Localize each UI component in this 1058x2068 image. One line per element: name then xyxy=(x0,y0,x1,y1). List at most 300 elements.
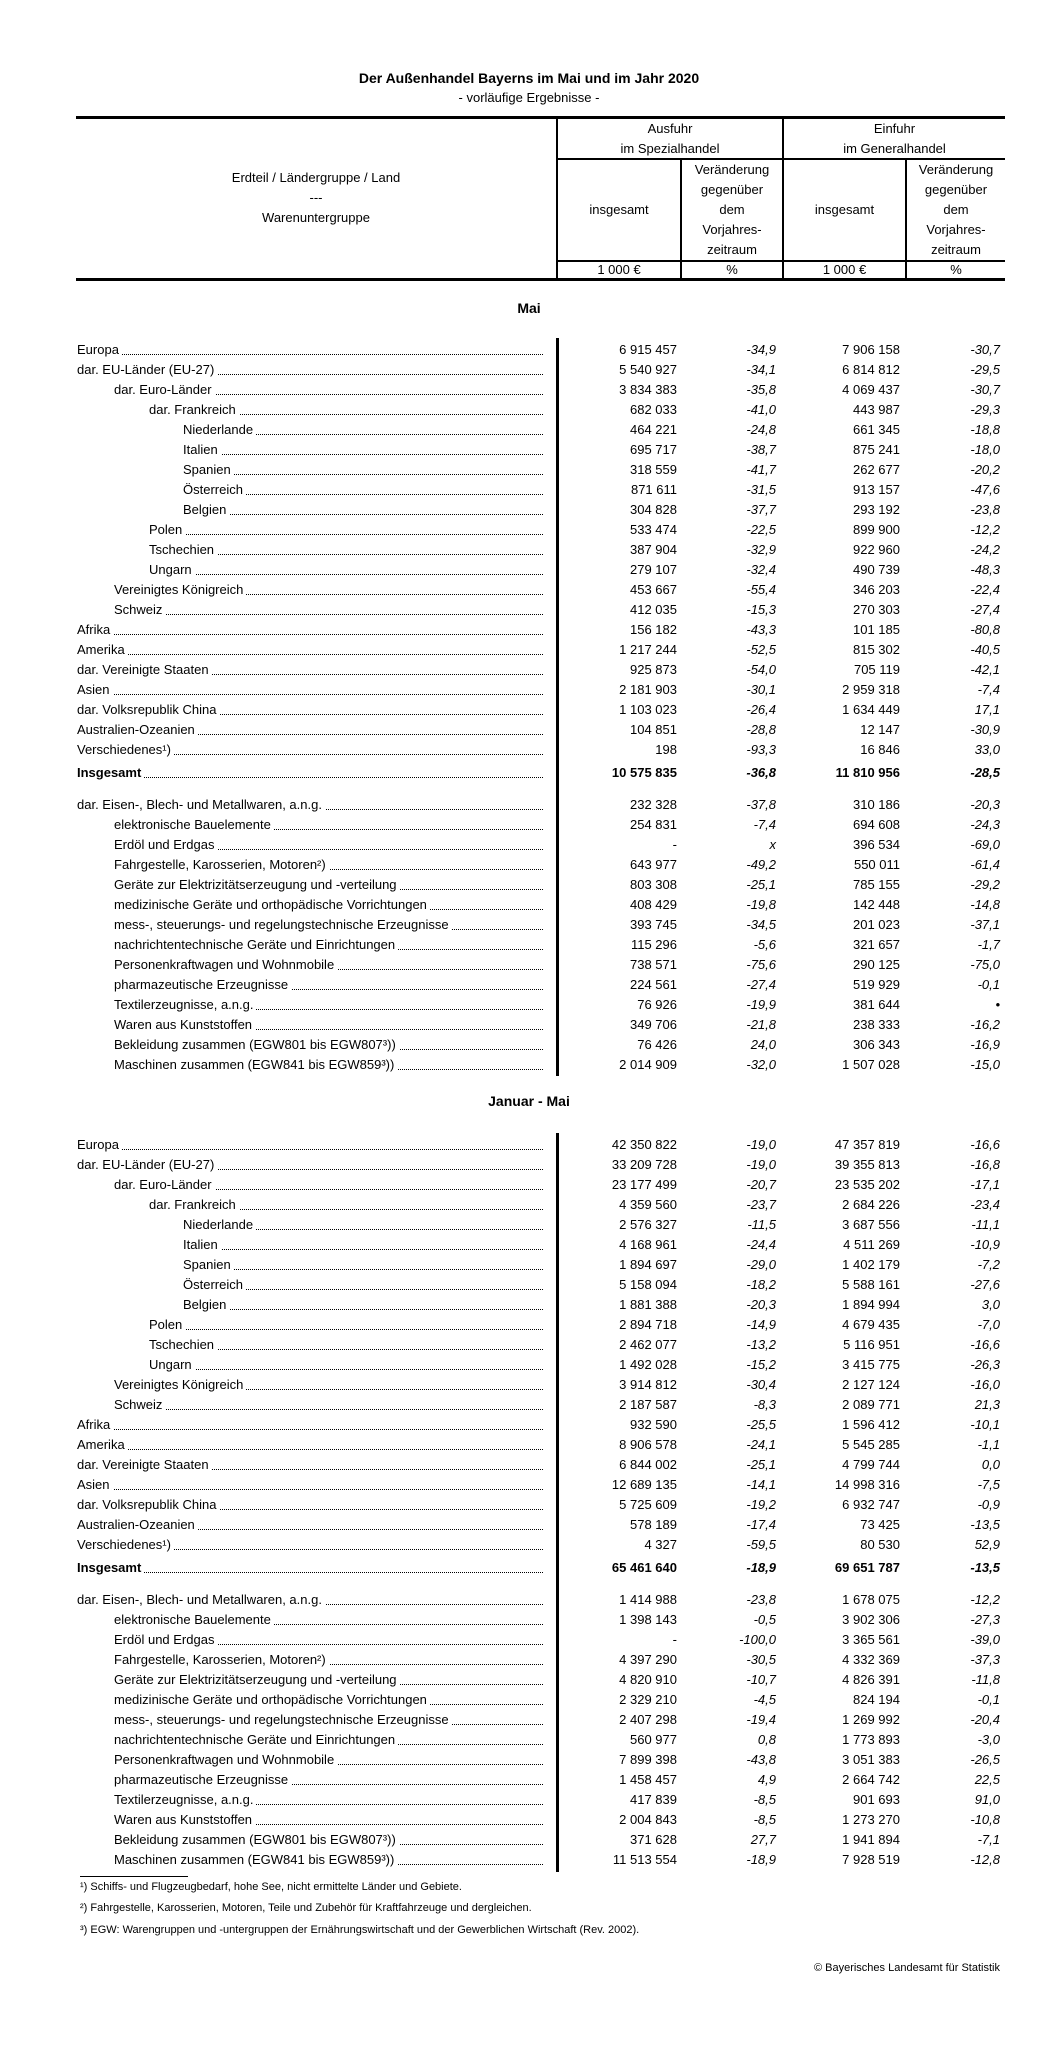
export-change-cell: -37,7 xyxy=(746,502,776,517)
row-label xyxy=(183,440,543,460)
import-total-cell: 1 894 994 xyxy=(842,1297,900,1312)
import-total-cell: 16 846 xyxy=(860,742,900,757)
export-change-cell: -34,1 xyxy=(746,362,776,377)
row-label xyxy=(114,600,543,620)
table-row xyxy=(0,1435,1058,1455)
export-total-cell: 232 328 xyxy=(630,797,677,812)
export-change-cell: 24,0 xyxy=(750,1037,776,1052)
row-label-text: Vereinigtes Königreich xyxy=(114,1377,246,1392)
import-change-cell: -26,3 xyxy=(970,1357,1000,1372)
row-label xyxy=(183,1215,543,1235)
table-row xyxy=(0,660,1058,680)
table-row xyxy=(0,1650,1058,1670)
export-change-cell: -8,3 xyxy=(753,1397,776,1412)
export-change-cell: -55,4 xyxy=(746,582,776,597)
export-total-cell: 738 571 xyxy=(630,957,677,972)
table-row xyxy=(0,915,1058,935)
dot-leader xyxy=(183,514,543,515)
export-change-cell: -36,8 xyxy=(746,765,776,780)
export-change-cell: -19,9 xyxy=(746,997,776,1012)
import-total-cell: 922 960 xyxy=(853,542,900,557)
table-row xyxy=(0,380,1058,400)
import-change-cell: -16,8 xyxy=(970,1157,1000,1172)
export-change-cell: -30,4 xyxy=(746,1377,776,1392)
import-total-cell: 306 343 xyxy=(853,1037,900,1052)
table-row xyxy=(0,895,1058,915)
row-label-text: Schweiz xyxy=(114,1397,165,1412)
export-total-cell: 5 725 609 xyxy=(619,1497,677,1512)
row-label xyxy=(114,1395,543,1415)
import-total-cell: 913 157 xyxy=(853,482,900,497)
export-change-cell: -20,3 xyxy=(746,1297,776,1312)
row-label-text: Europa xyxy=(77,1137,122,1152)
export-total-cell: 6 844 002 xyxy=(619,1457,677,1472)
table-row xyxy=(0,420,1058,440)
row-label-text: Verschiedenes¹) xyxy=(77,1537,174,1552)
import-total-cell: 381 644 xyxy=(853,997,900,1012)
import-total-cell: 824 194 xyxy=(853,1692,900,1707)
export-total-cell: 198 xyxy=(655,742,677,757)
export-change-cell: -52,5 xyxy=(746,642,776,657)
table-row xyxy=(0,1750,1058,1770)
import-total-cell: 3 365 561 xyxy=(842,1632,900,1647)
import-change-cell: -12,2 xyxy=(970,1592,1000,1607)
import-total-cell: 5 545 285 xyxy=(842,1437,900,1452)
export-total-cell: 304 828 xyxy=(630,502,677,517)
dot-leader xyxy=(77,1572,543,1573)
row-label xyxy=(77,740,543,760)
change-line: gegenüber xyxy=(924,182,988,197)
import-total-cell: 101 185 xyxy=(853,622,900,637)
row-label xyxy=(114,1670,543,1690)
import-total-cell: 1 941 894 xyxy=(842,1832,900,1847)
dot-leader xyxy=(149,1369,543,1370)
import-change-cell: -15,0 xyxy=(970,1057,1000,1072)
import-change-cell: -13,5 xyxy=(970,1560,1000,1575)
table-row xyxy=(0,720,1058,740)
row-label xyxy=(77,620,543,640)
row-label-text: Österreich xyxy=(183,1277,246,1292)
page-subtitle: - vorläufige Ergebnisse - xyxy=(458,90,600,105)
change-line: dem xyxy=(943,202,969,217)
row-label-text: Tschechien xyxy=(149,1337,217,1352)
row-label xyxy=(77,720,543,740)
table-row xyxy=(0,935,1058,955)
table-row xyxy=(0,795,1058,815)
import-total-cell: 69 651 787 xyxy=(834,1560,900,1575)
row-label xyxy=(77,1590,543,1610)
row-label-text: dar. EU-Länder (EU-27) xyxy=(77,1157,217,1172)
table-row xyxy=(0,1235,1058,1255)
import-total-header: insgesamt xyxy=(814,202,875,217)
import-change-cell: -27,4 xyxy=(970,602,1000,617)
import-total-cell: 270 303 xyxy=(853,602,900,617)
row-label xyxy=(114,1650,543,1670)
export-total-cell: 4 820 910 xyxy=(619,1672,677,1687)
import-total-cell: 290 125 xyxy=(853,957,900,972)
section-label: Januar - Mai xyxy=(488,1093,570,1109)
row-label xyxy=(114,1770,543,1790)
export-change-cell: -20,7 xyxy=(746,1177,776,1192)
import-total-cell: 4 069 437 xyxy=(842,382,900,397)
dot-leader xyxy=(149,1329,543,1330)
table-row xyxy=(0,360,1058,380)
export-total-cell: 2 181 903 xyxy=(619,682,677,697)
row-label-text: Waren aus Kunststoffen xyxy=(114,1017,255,1032)
table-row xyxy=(0,1335,1058,1355)
import-total-cell: 142 448 xyxy=(853,897,900,912)
table-row xyxy=(0,1355,1058,1375)
import-change-cell: 0,0 xyxy=(981,1457,1000,1472)
row-label-text: elektronische Bauelemente xyxy=(114,1612,274,1627)
row-label xyxy=(77,360,543,380)
row-label-text: Niederlande xyxy=(183,1217,256,1232)
row-label xyxy=(114,835,543,855)
import-total-cell: 705 119 xyxy=(853,662,900,677)
export-total-cell: 1 217 244 xyxy=(619,642,677,657)
export-total-cell: 408 429 xyxy=(630,897,677,912)
import-change-cell: 3,0 xyxy=(981,1297,1000,1312)
row-label xyxy=(149,1355,543,1375)
export-change-cell: -27,4 xyxy=(746,977,776,992)
footnote-rule xyxy=(80,1876,188,1877)
export-total-cell: 224 561 xyxy=(630,977,677,992)
table-row xyxy=(0,855,1058,875)
export-total-header: insgesamt xyxy=(589,202,649,217)
row-label-text: dar. Volksrepublik China xyxy=(77,702,219,717)
import-change-cell: -61,4 xyxy=(970,857,1000,872)
import-change-cell: -29,3 xyxy=(970,402,1000,417)
dot-leader xyxy=(114,1409,543,1410)
import-change-cell: -37,1 xyxy=(970,917,1000,932)
dot-leader xyxy=(183,1309,543,1310)
export-change-cell: 0,8 xyxy=(757,1732,776,1747)
import-change-cell: -27,3 xyxy=(970,1612,1000,1627)
import-total-cell: 1 596 412 xyxy=(842,1417,900,1432)
export-total-cell: 2 407 298 xyxy=(619,1712,677,1727)
dot-leader xyxy=(77,1449,543,1450)
row-label xyxy=(114,855,543,875)
row-label xyxy=(114,935,543,955)
row-label xyxy=(77,1535,543,1555)
export-total-cell: 4 397 290 xyxy=(619,1652,677,1667)
table-row xyxy=(0,1135,1058,1155)
table-row xyxy=(0,955,1058,975)
row-label-text: Maschinen zusammen (EGW841 bis EGW859³)) xyxy=(114,1852,397,1867)
row-label-text: Personenkraftwagen und Wohnmobile xyxy=(114,957,337,972)
export-total-cell: 1 894 697 xyxy=(619,1257,677,1272)
import-change-cell: 22,5 xyxy=(974,1772,1000,1787)
row-label xyxy=(77,1135,543,1155)
import-change-cell: -0,9 xyxy=(977,1497,1000,1512)
footnote-3: ³) EGW: Warengruppen und -untergruppen der Ernährungswirtschaft und der Gewerblichen Wirtschaft (Rev. 2002). xyxy=(80,1924,640,1936)
import-total-cell: 201 023 xyxy=(853,917,900,932)
import-change-cell: -27,6 xyxy=(970,1277,1000,1292)
row-label xyxy=(77,340,543,360)
row-label xyxy=(114,1375,543,1395)
import-change-cell: 33,0 xyxy=(974,742,1000,757)
table-row xyxy=(0,1610,1058,1630)
export-total-cell: 1 492 028 xyxy=(619,1357,677,1372)
dot-leader xyxy=(77,1489,543,1490)
table-row xyxy=(0,1630,1058,1650)
table-row xyxy=(0,1690,1058,1710)
export-total-cell: 4 327 xyxy=(644,1537,677,1552)
export-change-cell: -37,8 xyxy=(746,797,776,812)
row-label-text: medizinische Geräte und orthopädische Vorrichtungen xyxy=(114,1692,430,1707)
row-label-text: mess-, steuerungs- und regelungstechnische Erzeugnisse xyxy=(114,917,452,932)
table-row xyxy=(0,1315,1058,1335)
table-row xyxy=(0,1015,1058,1035)
row-label-text: Maschinen zusammen (EGW841 bis EGW859³)) xyxy=(114,1057,397,1072)
row-label-text: Schweiz xyxy=(114,602,165,617)
import-total-cell: 2 959 318 xyxy=(842,682,900,697)
import-total-cell: 73 425 xyxy=(860,1517,900,1532)
table-row xyxy=(0,1035,1058,1055)
export-change-cell: -35,8 xyxy=(746,382,776,397)
row-label-text: nachrichtentechnische Geräte und Einrichtungen xyxy=(114,937,398,952)
export-change-cell: -19,0 xyxy=(746,1137,776,1152)
import-total-cell: 519 929 xyxy=(853,977,900,992)
table-row xyxy=(0,1195,1058,1215)
export-change-cell: -10,7 xyxy=(746,1672,776,1687)
table-row xyxy=(0,700,1058,720)
row-label-text: Insgesamt xyxy=(77,1560,144,1575)
import-total-cell: 815 302 xyxy=(853,642,900,657)
dot-leader xyxy=(149,534,543,535)
import-change-cell: -30,7 xyxy=(970,342,1000,357)
export-change-cell: -26,4 xyxy=(746,702,776,717)
import-total-cell: 2 127 124 xyxy=(842,1377,900,1392)
dot-leader xyxy=(77,1149,543,1150)
import-change-cell: -18,8 xyxy=(970,422,1000,437)
export-total-cell: 5 540 927 xyxy=(619,362,677,377)
import-change-cell: • xyxy=(995,997,1000,1012)
import-total-cell: 901 693 xyxy=(853,1792,900,1807)
export-change-cell: -8,5 xyxy=(753,1792,776,1807)
table-row xyxy=(0,1175,1058,1195)
import-total-cell: 3 902 306 xyxy=(842,1612,900,1627)
export-total-cell: 8 906 578 xyxy=(619,1437,677,1452)
import-total-cell: 694 608 xyxy=(853,817,900,832)
export-change-cell: -15,2 xyxy=(746,1357,776,1372)
import-change-cell: -30,9 xyxy=(970,722,1000,737)
export-total-cell: 1 414 988 xyxy=(619,1592,677,1607)
row-label xyxy=(114,1850,543,1870)
row-label-text: Asien xyxy=(77,1477,113,1492)
table-row xyxy=(0,560,1058,580)
section-label: Mai xyxy=(517,300,541,316)
row-label-text: mess-, steuerungs- und regelungstechnische Erzeugnisse xyxy=(114,1712,452,1727)
dot-leader xyxy=(183,1269,543,1270)
export-change-cell: -32,4 xyxy=(746,562,776,577)
row-label-text: Afrika xyxy=(77,622,113,637)
row-label xyxy=(114,380,543,400)
export-change-header xyxy=(682,160,782,260)
import-total-cell: 443 987 xyxy=(853,402,900,417)
row-label-text: Polen xyxy=(149,1317,185,1332)
row-label-text: Belgien xyxy=(183,502,229,517)
import-change-cell: -16,2 xyxy=(970,1017,1000,1032)
row-label xyxy=(77,1435,543,1455)
stub-header-line-1: Erdteil / Ländergruppe / Land xyxy=(231,170,401,185)
table-row xyxy=(0,1395,1058,1415)
export-change-cell: -18,2 xyxy=(746,1277,776,1292)
export-change-cell: -18,9 xyxy=(746,1560,776,1575)
table-row xyxy=(0,995,1058,1015)
row-label-text: Personenkraftwagen und Wohnmobile xyxy=(114,1752,337,1767)
table-row xyxy=(0,340,1058,360)
export-change-cell: -34,5 xyxy=(746,917,776,932)
row-label xyxy=(114,1690,543,1710)
export-change-cell: -41,7 xyxy=(746,462,776,477)
row-label-text: Erdöl und Erdgas xyxy=(114,1632,217,1647)
table-row xyxy=(0,815,1058,835)
row-label xyxy=(114,975,543,995)
export-change-cell: -38,7 xyxy=(746,442,776,457)
row-label-text: Verschiedenes¹) xyxy=(77,742,174,757)
row-label-text: dar. Vereinigte Staaten xyxy=(77,662,212,677)
export-total-cell: 371 628 xyxy=(630,1832,677,1847)
export-total-cell: 42 350 822 xyxy=(611,1137,677,1152)
stub-header-line-2: --- xyxy=(309,190,323,205)
table-row xyxy=(0,1455,1058,1475)
row-label-text: medizinische Geräte und orthopädische Vorrichtungen xyxy=(114,897,430,912)
export-change-cell: -7,4 xyxy=(753,817,776,832)
table-row xyxy=(0,1770,1058,1790)
export-total-cell: 578 189 xyxy=(630,1517,677,1532)
row-label xyxy=(183,500,543,520)
import-change-cell: -3,0 xyxy=(977,1732,1000,1747)
import-change-cell: -20,3 xyxy=(970,797,1000,812)
table-row xyxy=(0,1670,1058,1690)
import-total-cell: 1 678 075 xyxy=(842,1592,900,1607)
row-label xyxy=(183,480,543,500)
row-label xyxy=(114,955,543,975)
import-change-cell: -7,1 xyxy=(977,1832,1000,1847)
export-unit-value: 1 000 € xyxy=(597,262,641,277)
import-total-cell: 4 679 435 xyxy=(842,1317,900,1332)
row-label xyxy=(183,1295,543,1315)
export-change-cell: -31,5 xyxy=(746,482,776,497)
export-total-cell: 871 611 xyxy=(630,482,677,497)
dot-leader xyxy=(183,1249,543,1250)
row-label xyxy=(114,1810,543,1830)
table-row xyxy=(0,1215,1058,1235)
row-label-text: Geräte zur Elektrizitätserzeugung und -verteilung xyxy=(114,877,400,892)
change-line: Vorjahres- xyxy=(702,222,762,237)
export-change-cell: 4,9 xyxy=(757,1772,776,1787)
row-label xyxy=(149,560,543,580)
row-label xyxy=(114,815,543,835)
export-change-cell: -19,8 xyxy=(746,897,776,912)
export-change-cell: -15,3 xyxy=(746,602,776,617)
row-label-text: dar. EU-Länder (EU-27) xyxy=(77,362,217,377)
import-change-cell: -13,5 xyxy=(970,1517,1000,1532)
import-change-cell: -16,9 xyxy=(970,1037,1000,1052)
import-total-cell: 346 203 xyxy=(853,582,900,597)
export-total-cell: 560 977 xyxy=(630,1732,677,1747)
row-label xyxy=(114,1015,543,1035)
row-label-text: elektronische Bauelemente xyxy=(114,817,274,832)
table-row xyxy=(0,680,1058,700)
export-change-cell: -29,0 xyxy=(746,1257,776,1272)
export-total-cell: 412 035 xyxy=(630,602,677,617)
export-change-cell: -43,3 xyxy=(746,622,776,637)
table-row xyxy=(0,1535,1058,1555)
import-change-cell: -0,1 xyxy=(977,1692,1000,1707)
import-change-cell: -7,5 xyxy=(977,1477,1000,1492)
row-label xyxy=(114,1035,543,1055)
import-total-cell: 1 273 270 xyxy=(842,1812,900,1827)
table-row xyxy=(0,500,1058,520)
export-total-cell: 254 831 xyxy=(630,817,677,832)
table-row xyxy=(0,1415,1058,1435)
copyright: © Bayerisches Landesamt für Statistik xyxy=(813,1962,1000,1974)
row-label xyxy=(114,1750,543,1770)
import-total-cell: 80 530 xyxy=(860,1537,900,1552)
row-label xyxy=(149,1335,543,1355)
import-total-cell: 7 928 519 xyxy=(842,1852,900,1867)
table-row xyxy=(0,640,1058,660)
import-total-cell: 238 333 xyxy=(853,1017,900,1032)
export-change-cell: -59,5 xyxy=(746,1537,776,1552)
import-unit-pct: % xyxy=(950,262,962,277)
export-total-cell: 3 914 812 xyxy=(619,1377,677,1392)
export-total-cell: 23 177 499 xyxy=(611,1177,677,1192)
row-label-text: Fahrgestelle, Karosserien, Motoren²) xyxy=(114,1652,329,1667)
import-total-cell: 875 241 xyxy=(853,442,900,457)
row-label-text: Vereinigtes Königreich xyxy=(114,582,246,597)
import-change-cell: -7,0 xyxy=(977,1317,1000,1332)
export-header-line-1: Ausfuhr xyxy=(647,121,693,136)
table-row xyxy=(0,975,1058,995)
import-unit-value: 1 000 € xyxy=(822,262,867,277)
row-label-text: Belgien xyxy=(183,1297,229,1312)
import-total-cell: 785 155 xyxy=(853,877,900,892)
import-change-cell: -1,7 xyxy=(977,937,1000,952)
row-label-text: Afrika xyxy=(77,1417,113,1432)
import-total-cell: 4 826 391 xyxy=(842,1672,900,1687)
import-total-cell: 12 147 xyxy=(860,722,900,737)
row-label-text: dar. Frankreich xyxy=(149,402,239,417)
import-change-cell: -40,5 xyxy=(970,642,1000,657)
export-total-cell: 2 187 587 xyxy=(619,1397,677,1412)
row-label-text: Tschechien xyxy=(149,542,217,557)
row-label-text: Niederlande xyxy=(183,422,256,437)
import-total-cell: 1 402 179 xyxy=(842,1257,900,1272)
table-row xyxy=(0,1790,1058,1810)
row-label-text: pharmazeutische Erzeugnisse xyxy=(114,977,291,992)
row-label xyxy=(149,1195,543,1215)
export-total-cell: 104 851 xyxy=(630,722,677,737)
export-change-cell: 27,7 xyxy=(750,1832,776,1847)
export-header-line-2: im Spezialhandel xyxy=(620,141,720,156)
export-change-cell: -24,1 xyxy=(746,1437,776,1452)
import-change-cell: -26,5 xyxy=(970,1752,1000,1767)
export-total-cell: 279 107 xyxy=(630,562,677,577)
export-change-cell: -93,3 xyxy=(746,742,776,757)
export-change-cell: -0,5 xyxy=(753,1612,776,1627)
import-total-cell: 293 192 xyxy=(853,502,900,517)
import-change-cell: 17,1 xyxy=(974,702,1000,717)
row-label xyxy=(114,1730,543,1750)
import-change-cell: -37,3 xyxy=(970,1652,1000,1667)
import-total-cell: 3 051 383 xyxy=(842,1752,900,1767)
row-label xyxy=(114,1610,543,1630)
import-total-cell: 23 535 202 xyxy=(834,1177,900,1192)
import-total-cell: 4 511 269 xyxy=(843,1237,900,1252)
